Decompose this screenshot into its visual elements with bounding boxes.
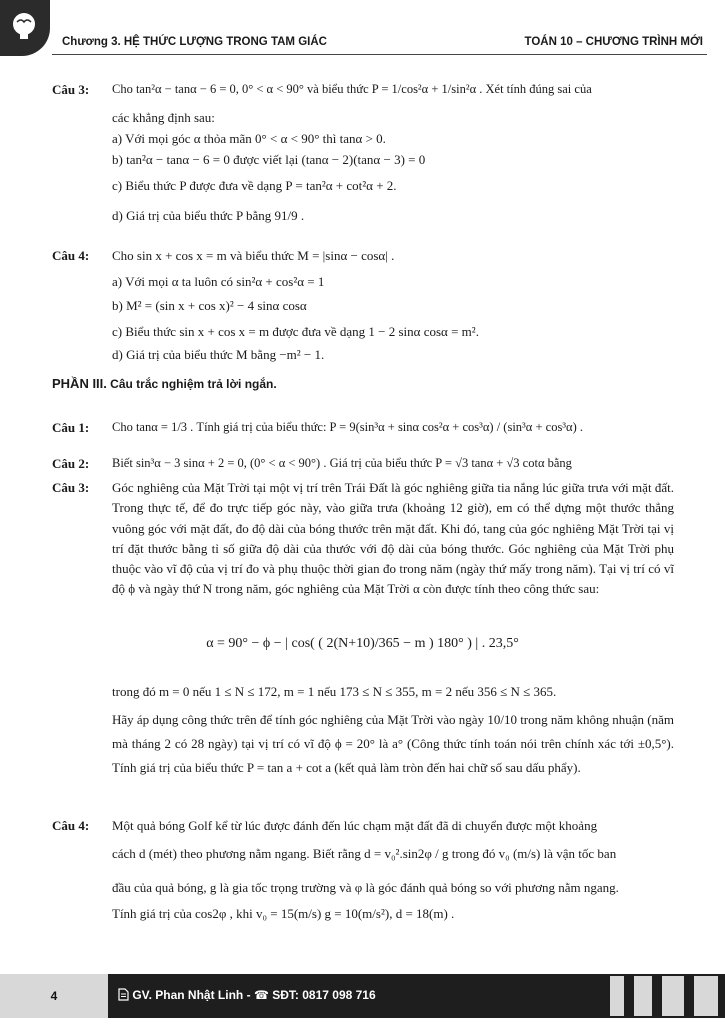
question-paragraph: Hãy áp dụng công thức trên để tính góc nghiêng của Mặt Trời vào ngày 10/10 trong năm không nhuận (năm mà tháng 2 có 28 ngày) tại vị trí có vĩ độ ϕ = 20° là a° (Công thức tính toán nói trên chính xác tới ±0,5°). Tính giá trị của biểu thức P = tan a + cot a (kết quả làm tròn đến hai chữ số sau dấu phẩy).: [112, 712, 674, 775]
header-logo: [0, 0, 50, 56]
section-title: [52, 376, 277, 392]
question-label: Câu 2:: [52, 456, 90, 471]
question-stem: Cho sin x + cos x = m và biểu thức M = |sinα − cosα| .: [112, 248, 395, 263]
decor-bar: [694, 976, 718, 1016]
statement-b: b) tan²α − tanα − 6 = 0 được viết lại (tanα − 2)(tanα − 3) = 0: [112, 152, 426, 167]
statement-a: a) Với mọi α ta luôn có sin²α + cos²α = 1: [112, 274, 325, 289]
question-label: Câu 3:: [52, 480, 90, 495]
document-icon: [118, 988, 129, 1001]
brain-logo-icon: [6, 8, 42, 44]
question-label: Câu 4:: [52, 248, 90, 263]
question-line: đầu của quả bóng, g là gia tốc trọng trường và φ là góc đánh quả bóng so với phương nằm ngang.: [112, 880, 619, 895]
decor-bar: [662, 976, 684, 1016]
question-paragraph: Góc nghiêng của Mặt Trời tại một vị trí trên Trái Đất là góc nghiêng giữa tia nắng lúc giữa trưa với mặt đất. Trong thực tế, để đo trực tiếp góc này, vào giữa trưa (khoảng 12 giờ), em có thể dựng một thước thẳng vuông góc với mặt đất, đo độ dài của bóng thước trên mặt đất. Khi đó, tang của góc nghiêng Mặt Trời tại vị trí đặt thước bằng tỉ số giữa độ dài của thước với độ dài của bóng thước. Góc nghiêng của Mặt Trời phụ thuộc vào vĩ độ của vị trí đo và phụ thuộc thời gian đo trong năm (ngày thứ mấy trong năm). Tại vị trí có vĩ độ ϕ và ngày thứ N trong năm, góc nghiêng của Mặt Trời α còn được tính theo công thức sau:: [112, 480, 674, 597]
section-title-rest: Câu trắc nghiệm trả lời ngắn.: [110, 377, 277, 391]
question-stem-cont: các khẳng định sau:: [112, 110, 215, 125]
header-divider: [52, 54, 707, 55]
footer-credit: GV. Phan Nhật Linh - ☎ SĐT: 0817 098 716: [118, 988, 376, 1002]
phone-icon: ☎: [253, 988, 269, 1002]
question-label: Câu 4:: [52, 818, 90, 833]
page-number: 4: [0, 974, 108, 1018]
statement-c: c) Biểu thức sin x + cos x = m được đưa về dạng 1 − 2 sinα cosα = m².: [112, 324, 479, 339]
decor-bar: [610, 976, 624, 1016]
formula-condition: trong đó m = 0 nếu 1 ≤ N ≤ 172, m = 1 nếu 173 ≤ N ≤ 355, m = 2 nếu 356 ≤ N ≤ 365.: [112, 684, 557, 699]
statement-b: b) M² = (sin x + cos x)² − 4 sinα cosα: [112, 298, 307, 313]
phone-number: SĐT: 0817 098 716: [272, 988, 376, 1002]
course-title: TOÁN 10 – CHƯƠNG TRÌNH MỚI: [524, 36, 703, 48]
question-text: Cho tanα = 1/3 . Tính giá trị của biểu thức: P = 9(sin³α + sinα cos²α + cos³α) / (sin³α + cos³α) .: [112, 420, 584, 434]
question-line: Một quả bóng Golf kể từ lúc được đánh đến lúc chạm mặt đất đã di chuyển được một khoảng: [112, 818, 598, 833]
section-title-bold: PHẦN III.: [52, 376, 107, 391]
formula: α = 90° − ϕ − | cos( ( 2(N+10)/365 − m ) 180° ) | . 23,5°: [206, 636, 519, 651]
author-name: GV. Phan Nhật Linh: [132, 988, 244, 1002]
question-line: Tính giá trị của cos2φ , khi v₀ = 15(m/s) g = 10(m/s²), d = 18(m) .: [112, 906, 455, 921]
question-line: cách d (mét) theo phương nằm ngang. Biết rằng d = v₀².sin2φ / g trong đó v₀ (m/s) là vận tốc ban: [112, 846, 617, 861]
chapter-title: Chương 3. HỆ THỨC LƯỢNG TRONG TAM GIÁC: [62, 36, 327, 48]
question-label: Câu 3:: [52, 82, 90, 97]
statement-a: a) Với mọi góc α thỏa mãn 0° < α < 90° thì tanα > 0.: [112, 131, 386, 146]
statement-d: d) Giá trị của biểu thức P bằng 91/9 .: [112, 208, 305, 223]
statement-d: d) Giá trị của biểu thức M bằng −m² − 1.: [112, 347, 325, 362]
statement-c: c) Biểu thức P được đưa về dạng P = tan²α + cot²α + 2.: [112, 178, 397, 193]
question-stem: Cho tan²α − tanα − 6 = 0, 0° < α < 90° và biểu thức P = 1/cos²α + 1/sin²α . Xét tính đúng sai của: [112, 82, 592, 96]
question-label: Câu 1:: [52, 420, 90, 435]
question-text: Biết sin³α − 3 sinα + 2 = 0, (0° < α < 90°) . Giá trị của biểu thức P = √3 tanα + √3 cotα bằng: [112, 456, 572, 470]
decor-bar: [634, 976, 652, 1016]
